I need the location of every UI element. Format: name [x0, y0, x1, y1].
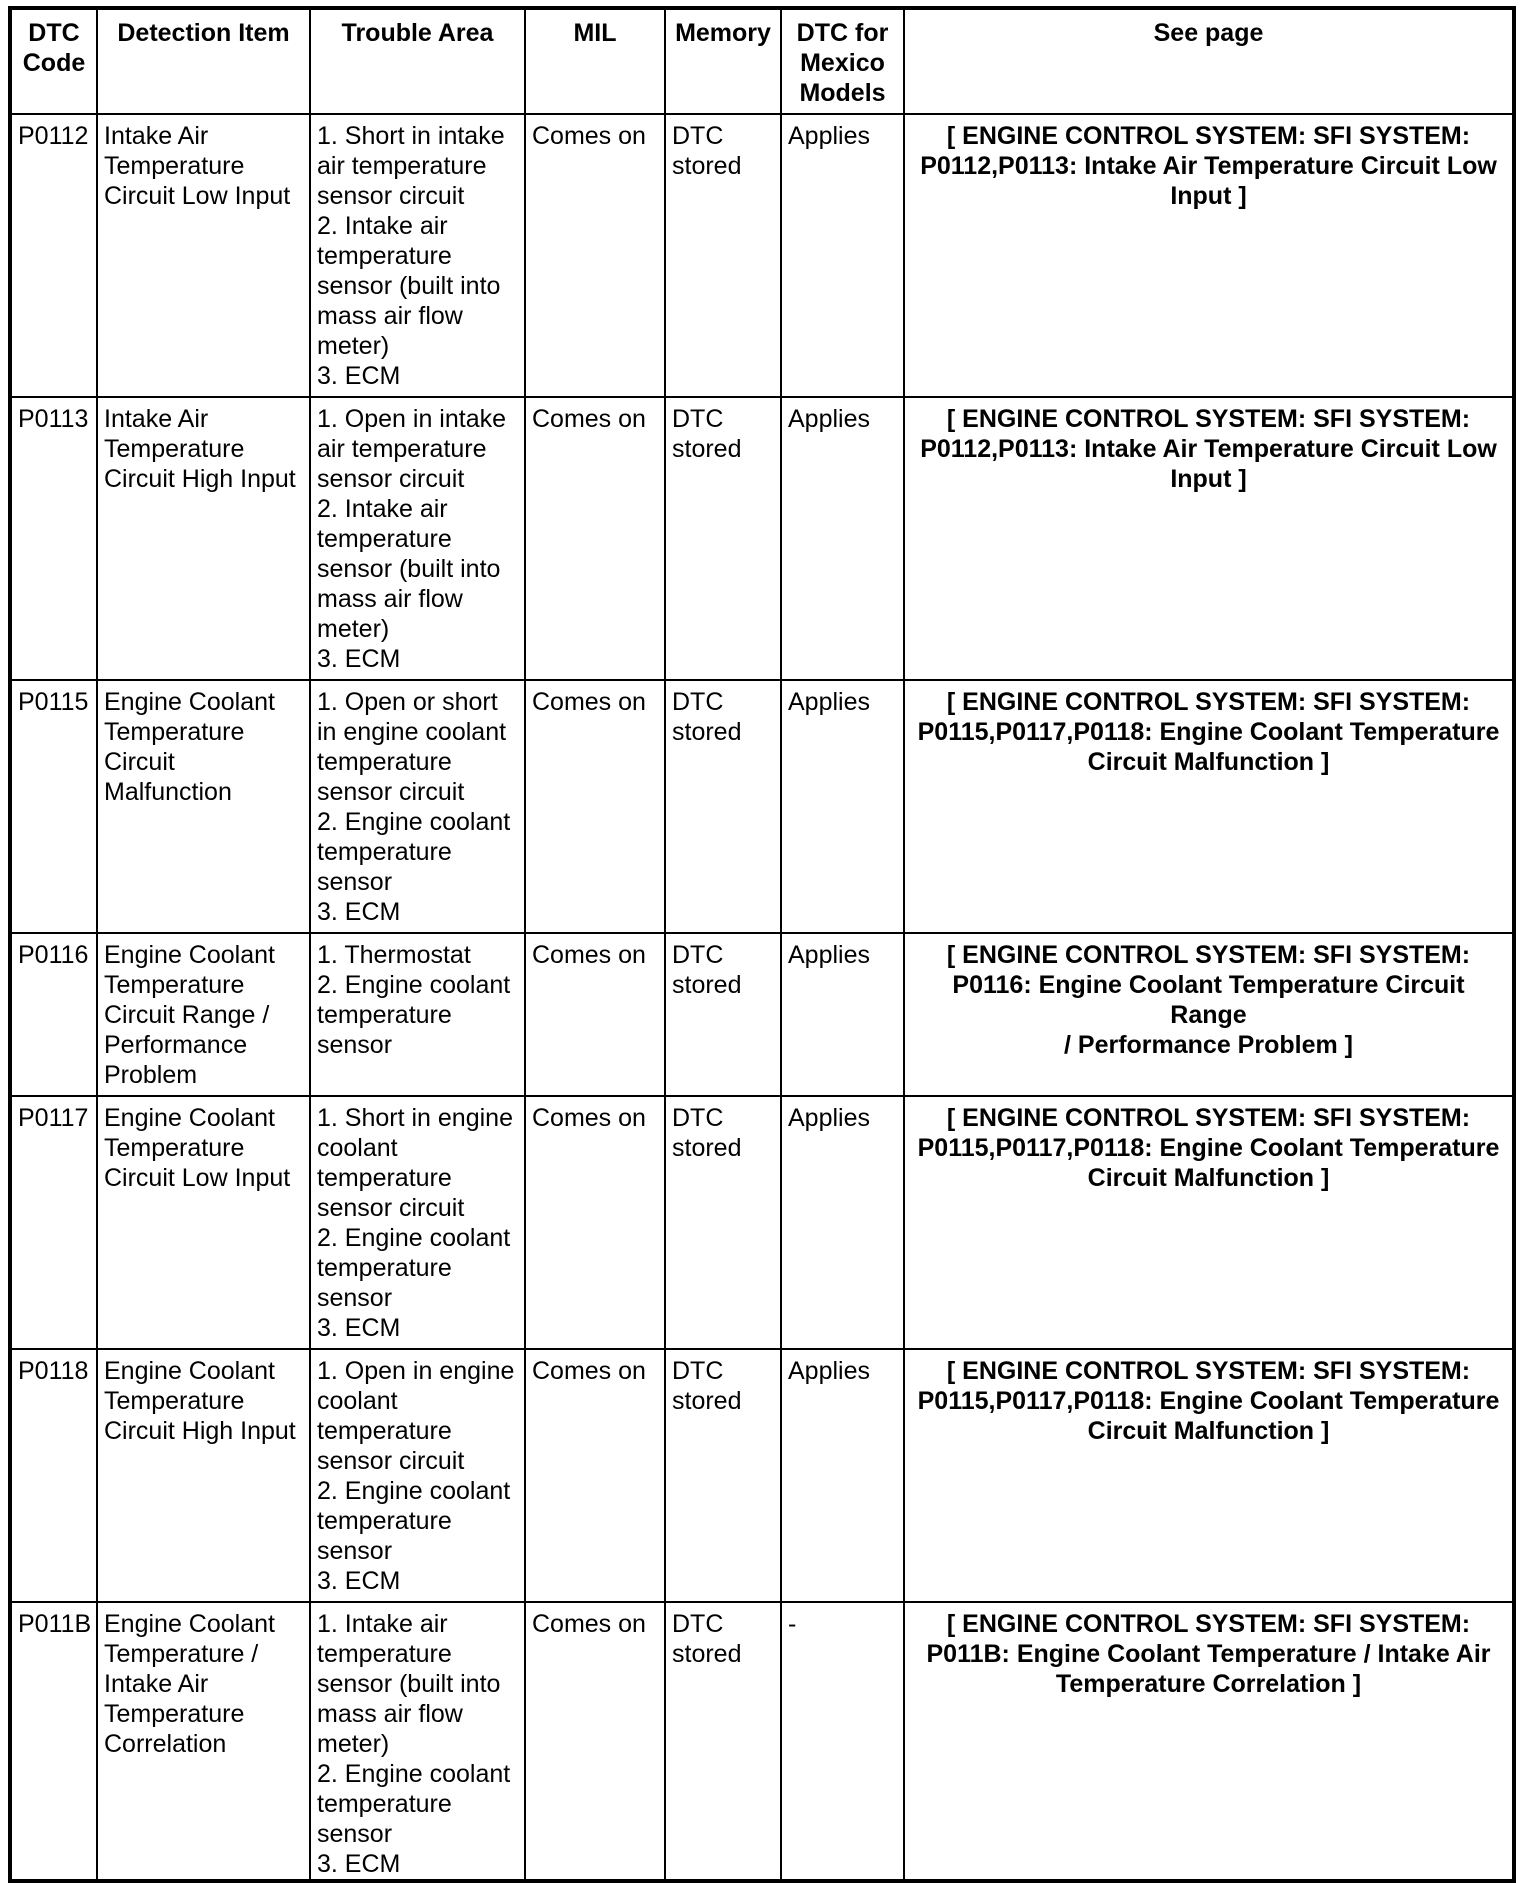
- mexico-cell: Applies: [781, 1096, 904, 1349]
- detection-item-cell: Intake Air Temperature Circuit Low Input: [97, 114, 310, 397]
- see-page-link[interactable]: [ ENGINE CONTROL SYSTEM: SFI SYSTEM: P0116: Engine Coolant Temperature Circuit Range / Performance Problem ]: [904, 933, 1514, 1096]
- mexico-cell: Applies: [781, 114, 904, 397]
- mil-cell: Comes on: [525, 397, 665, 680]
- header-trouble-area: Trouble Area: [310, 8, 525, 114]
- table-row: [10, 1349, 1514, 1602]
- see-page-link[interactable]: [ ENGINE CONTROL SYSTEM: SFI SYSTEM: P0112,P0113: Intake Air Temperature Circuit Low Input ]: [904, 397, 1514, 680]
- see-page-link[interactable]: [ ENGINE CONTROL SYSTEM: SFI SYSTEM: P0112,P0113: Intake Air Temperature Circuit Low Input ]: [904, 114, 1514, 397]
- mil-cell: Comes on: [525, 1602, 665, 1881]
- detection-item-cell: Intake Air Temperature Circuit High Input: [97, 397, 310, 680]
- trouble-area-cell: 1. Short in engine coolant temperature sensor circuit 2. Engine coolant temperature sensor 3. ECM: [310, 1096, 525, 1349]
- table-row: [10, 1602, 1514, 1881]
- dtc-table: [8, 6, 1516, 1883]
- dtc-code-cell: P011B: [10, 1602, 97, 1881]
- table-row: [10, 397, 1514, 680]
- mexico-cell: Applies: [781, 1349, 904, 1602]
- mil-cell: Comes on: [525, 114, 665, 397]
- mexico-cell: -: [781, 1602, 904, 1881]
- detection-item-cell: Engine Coolant Temperature Circuit High Input: [97, 1349, 310, 1602]
- memory-cell: DTC stored: [665, 397, 781, 680]
- header-mil: MIL: [525, 8, 665, 114]
- dtc-code-cell: P0115: [10, 680, 97, 933]
- dtc-code-cell: P0117: [10, 1096, 97, 1349]
- see-page-link[interactable]: [ ENGINE CONTROL SYSTEM: SFI SYSTEM: P0115,P0117,P0118: Engine Coolant Temperature Circuit Malfunction ]: [904, 1096, 1514, 1349]
- mexico-cell: Applies: [781, 933, 904, 1096]
- dtc-code-cell: P0116: [10, 933, 97, 1096]
- mexico-cell: Applies: [781, 397, 904, 680]
- mil-cell: Comes on: [525, 1349, 665, 1602]
- dtc-code-cell: P0112: [10, 114, 97, 397]
- trouble-area-cell: 1. Short in intake air temperature sensor circuit 2. Intake air temperature sensor (built into mass air flow meter) 3. ECM: [310, 114, 525, 397]
- see-page-link[interactable]: [ ENGINE CONTROL SYSTEM: SFI SYSTEM: P011B: Engine Coolant Temperature / Intake Air Temperature Correlation ]: [904, 1602, 1514, 1881]
- header-memory: Memory: [665, 8, 781, 114]
- memory-cell: DTC stored: [665, 1349, 781, 1602]
- header-detection-item: Detection Item: [97, 8, 310, 114]
- memory-cell: DTC stored: [665, 1096, 781, 1349]
- table-row: [10, 680, 1514, 933]
- see-page-link[interactable]: [ ENGINE CONTROL SYSTEM: SFI SYSTEM: P0115,P0117,P0118: Engine Coolant Temperature Circuit Malfunction ]: [904, 1349, 1514, 1602]
- mil-cell: Comes on: [525, 680, 665, 933]
- table-header-row: [10, 8, 1514, 114]
- dtc-code-cell: P0113: [10, 397, 97, 680]
- detection-item-cell: Engine Coolant Temperature Circuit Range / Performance Problem: [97, 933, 310, 1096]
- memory-cell: DTC stored: [665, 933, 781, 1096]
- mil-cell: Comes on: [525, 1096, 665, 1349]
- dtc-code-cell: P0118: [10, 1349, 97, 1602]
- detection-item-cell: Engine Coolant Temperature / Intake Air Temperature Correlation: [97, 1602, 310, 1881]
- trouble-area-cell: 1. Open in engine coolant temperature sensor circuit 2. Engine coolant temperature sensor 3. ECM: [310, 1349, 525, 1602]
- memory-cell: DTC stored: [665, 1602, 781, 1881]
- detection-item-cell: Engine Coolant Temperature Circuit Malfunction: [97, 680, 310, 933]
- memory-cell: DTC stored: [665, 114, 781, 397]
- trouble-area-cell: 1. Intake air temperature sensor (built into mass air flow meter) 2. Engine coolant temperature sensor 3. ECM: [310, 1602, 525, 1881]
- trouble-area-cell: 1. Open in intake air temperature sensor circuit 2. Intake air temperature sensor (built into mass air flow meter) 3. ECM: [310, 397, 525, 680]
- header-dtc-code: DTC Code: [10, 8, 97, 114]
- table-row: [10, 933, 1514, 1096]
- memory-cell: DTC stored: [665, 680, 781, 933]
- trouble-area-cell: 1. Open or short in engine coolant temperature sensor circuit 2. Engine coolant temperature sensor 3. ECM: [310, 680, 525, 933]
- mexico-cell: Applies: [781, 680, 904, 933]
- table-row: [10, 1096, 1514, 1349]
- see-page-link[interactable]: [ ENGINE CONTROL SYSTEM: SFI SYSTEM: P0115,P0117,P0118: Engine Coolant Temperature Circuit Malfunction ]: [904, 680, 1514, 933]
- table-row: [10, 114, 1514, 397]
- trouble-area-cell: 1. Thermostat 2. Engine coolant temperature sensor: [310, 933, 525, 1096]
- header-see-page: See page: [904, 8, 1514, 114]
- mil-cell: Comes on: [525, 933, 665, 1096]
- detection-item-cell: Engine Coolant Temperature Circuit Low Input: [97, 1096, 310, 1349]
- header-dtc-for-mexico-models: DTC for Mexico Models: [781, 8, 904, 114]
